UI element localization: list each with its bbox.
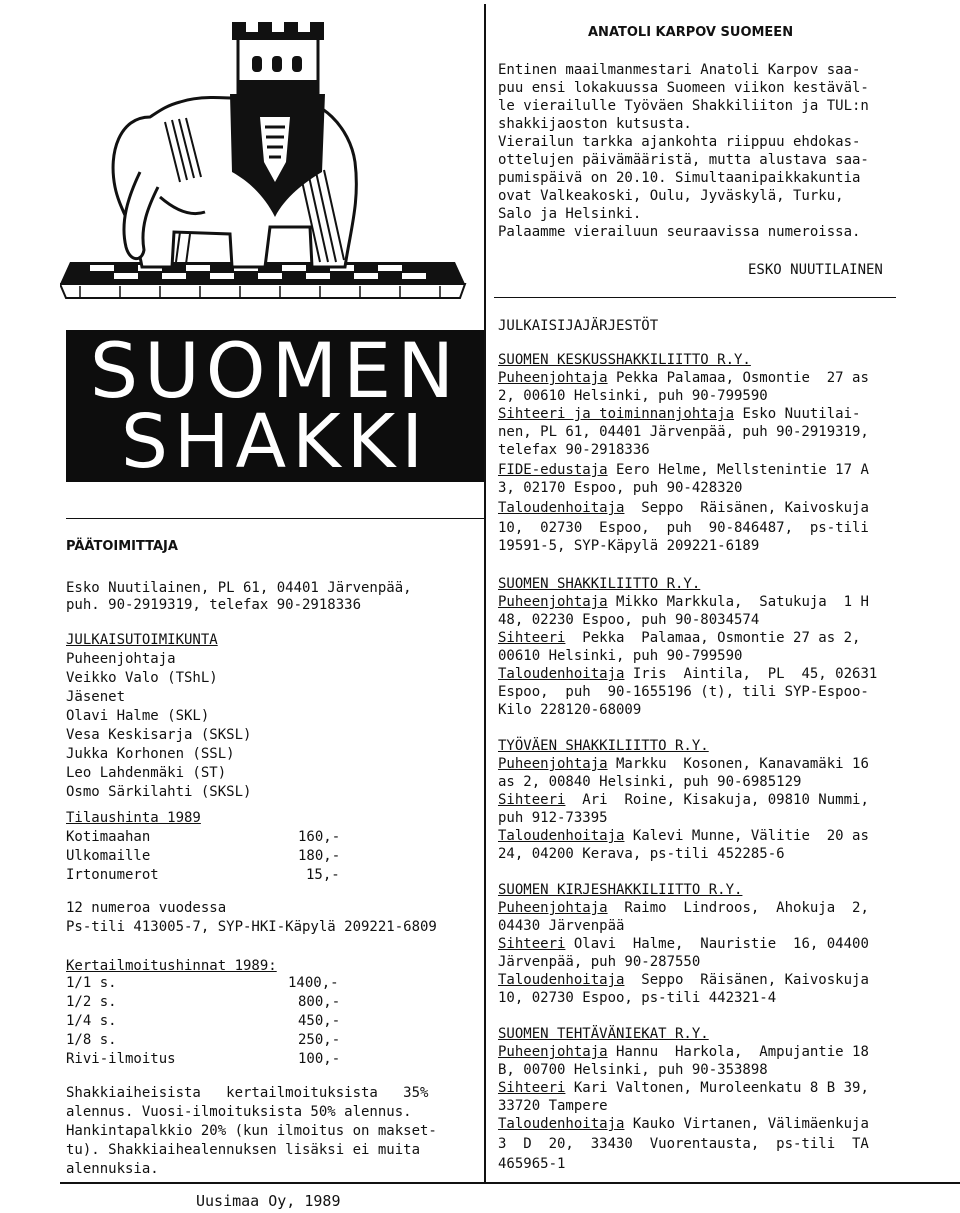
org-line	[498, 406, 860, 423]
org-role: Sihteeri ja toiminnanjohtaja	[498, 406, 735, 422]
org-line: nen, PL 61, 04401 Järvenpää, puh 90-2919319,	[498, 424, 869, 440]
ads-note: Hankintapalkkio 20% (kun ilmoitus on makset-	[66, 1123, 437, 1139]
org-line: as 2, 00840 Helsinki, puh 90-6985129	[498, 774, 802, 790]
org-line	[498, 900, 869, 917]
subscription-heading: Tilaushinta 1989	[66, 810, 201, 826]
org-line: 00610 Helsinki, puh 90-799590	[498, 648, 743, 664]
ads-note: Shakkiaiheisista kertailmoituksista 35%	[66, 1085, 429, 1101]
editor-line2: puh. 90-2919319, telefax 90-2918336	[66, 597, 362, 613]
article-line: shakkijaoston kutsusta.	[498, 116, 692, 132]
org-role: Puheenjohtaja	[498, 756, 608, 772]
board-line: Olavi Halme (SKL)	[66, 708, 210, 724]
masthead-line2: SHAKKI	[120, 399, 430, 485]
subscription-price: 160,-	[298, 829, 341, 845]
board-line: Vesa Keskisarja (SKSL)	[66, 727, 252, 743]
board-line: Leo Lahdenmäki (ST)	[66, 765, 227, 781]
masthead	[66, 326, 484, 485]
article-line: ovat Valkeakoski, Oulu, Jyväskylä, Turku,	[498, 188, 844, 204]
article-line: le vierailulle Työväen Shakkiliiton ja TUL:n	[498, 98, 869, 114]
elephant-rook-logo	[60, 22, 470, 312]
org-name: SUOMEN KIRJESHAKKILIITTO R.Y.	[498, 882, 743, 898]
org-line	[498, 462, 869, 479]
org-name: SUOMEN KESKUSSHAKKILIITTO R.Y.	[498, 352, 751, 368]
org-line: 3, 02170 Espoo, puh 90-428320	[498, 480, 743, 496]
org-role: Sihteeri	[498, 630, 566, 646]
article-author: ESKO NUUTILAINEN	[748, 262, 883, 278]
subscription-label: Kotimaahan	[66, 829, 151, 845]
article-line: Palaamme vierailuun seuraavissa numeroissa.	[498, 224, 861, 240]
org-line	[498, 972, 869, 989]
org-role-text: Seppo Räisänen, Kaivoskuja	[624, 500, 869, 516]
org-role-text: Iris Aintila, PL 45, 02631	[624, 666, 878, 682]
org-line	[498, 594, 869, 611]
org-role: Taloudenhoitaja	[498, 1116, 625, 1132]
board-line: Puheenjohtaja	[66, 651, 176, 667]
org-role-text: Kalevi Munne, Välitie 20 as	[624, 828, 869, 844]
org-line	[498, 666, 877, 683]
org-line	[498, 1080, 869, 1097]
subscription-note: 12 numeroa vuodessa	[66, 900, 227, 916]
org-line	[498, 1044, 869, 1061]
article-line: pumispäivä on 20.10. Simultaanipaikkakuntia	[498, 170, 861, 186]
org-line: Kilo 228120-68009	[498, 702, 642, 718]
org-role-text: Pekka Palamaa, Osmontie 27 as 2,	[565, 630, 861, 646]
org-role-text: Kauko Virtanen, Välimäenkuja	[624, 1116, 869, 1132]
org-role-text: Kari Valtonen, Muroleenkatu 8 B 39,	[565, 1080, 869, 1096]
ads-label: 1/2 s.	[66, 994, 117, 1010]
org-line	[498, 500, 869, 517]
organizers-heading: JULKAISIJAJÄRJESTÖT	[498, 318, 659, 334]
ads-price: 1400,-	[288, 975, 339, 991]
subscription-price: 180,-	[298, 848, 341, 864]
org-line: 10, 02730 Espoo, ps-tili 442321-4	[498, 990, 777, 1006]
ads-label: 1/4 s.	[66, 1013, 117, 1029]
org-line: 33720 Tampere	[498, 1098, 608, 1114]
article-line: ottelujen päivämääristä, mutta alustava saa-	[498, 152, 869, 168]
ads-heading: Kertailmoitushinnat 1989:	[66, 958, 277, 974]
board-line: Jäsenet	[66, 689, 126, 705]
org-line: 2, 00610 Helsinki, puh 90-799590	[498, 388, 768, 404]
org-name: SUOMEN SHAKKILIITTO R.Y.	[498, 576, 701, 592]
ads-label: 1/1 s.	[66, 975, 117, 991]
org-role-text: Mikko Markkula, Satukuja 1 H	[607, 594, 869, 610]
editor-heading: PÄÄTOIMITTAJA	[66, 539, 178, 554]
org-role: Taloudenhoitaja	[498, 666, 625, 682]
article-title: ANATOLI KARPOV SUOMEEN	[588, 25, 794, 40]
subscription-label: Ulkomaille	[66, 848, 151, 864]
ads-note: alennuksia.	[66, 1161, 159, 1177]
org-line	[498, 792, 869, 809]
board-line: Jukka Korhonen (SSL)	[66, 746, 235, 762]
editor-line1: Esko Nuutilainen, PL 61, 04401 Järvenpää,	[66, 580, 412, 596]
ads-price: 800,-	[298, 994, 341, 1010]
org-line: 24, 04200 Kerava, ps-tili 452285-6	[498, 846, 785, 862]
org-role: Puheenjohtaja	[498, 900, 608, 916]
org-role: Sihteeri	[498, 792, 566, 808]
org-line: Järvenpää, puh 90-287550	[498, 954, 701, 970]
org-role: Sihteeri	[498, 1080, 566, 1096]
article-line: Entinen maailmanmestari Anatoli Karpov saa-	[498, 62, 861, 78]
org-role-text: Markku Kosonen, Kanavamäki 16	[607, 756, 869, 772]
org-role: Taloudenhoitaja	[498, 500, 625, 516]
org-role: Puheenjohtaja	[498, 594, 608, 610]
org-role: Sihteeri	[498, 936, 566, 952]
ads-note: alennus. Vuosi-ilmoituksista 50% alennus.	[66, 1104, 412, 1120]
org-name: SUOMEN TEHTÄVÄNIEKAT R.Y.	[498, 1026, 709, 1042]
article-line: Vierailun tarkka ajankohta riippuu ehdokas-	[498, 134, 861, 150]
org-line	[498, 936, 869, 953]
org-role: FIDE-edustaja	[498, 462, 608, 478]
subscription-price: 15,-	[306, 867, 340, 883]
org-line	[498, 1116, 869, 1133]
org-role: Taloudenhoitaja	[498, 828, 625, 844]
org-line: B, 00700 Helsinki, puh 90-353898	[498, 1062, 768, 1078]
ads-price: 100,-	[298, 1051, 341, 1067]
org-line	[498, 370, 869, 387]
org-role: Puheenjohtaja	[498, 370, 608, 386]
org-role-text: Pekka Palamaa, Osmontie 27 as	[607, 370, 869, 386]
org-line: 19591-5, SYP-Käpylä 209221-6189	[498, 538, 760, 554]
board-heading: JULKAISUTOIMIKUNTA	[66, 632, 218, 648]
org-line: 465965-1	[498, 1156, 566, 1172]
article-line: Salo ja Helsinki.	[498, 206, 642, 222]
subscription-account: Ps-tili 413005-7, SYP-HKI-Käpylä 209221-6809	[66, 919, 437, 935]
org-role-text: Raimo Lindroos, Ahokuja 2,	[607, 900, 869, 916]
subscription-label: Irtonumerot	[66, 867, 159, 883]
org-role-text: Hannu Harkola, Ampujantie 18	[607, 1044, 869, 1060]
org-line: 48, 02230 Espoo, puh 90-8034574	[498, 612, 760, 628]
org-role-text: Eero Helme, Mellstenintie 17 A	[607, 462, 869, 478]
org-line	[498, 756, 869, 773]
org-line	[498, 828, 869, 845]
org-line: telefax 90-2918336	[498, 442, 650, 458]
ads-note: tu). Shakkiaihealennuksen lisäksi ei muita	[66, 1142, 421, 1158]
article-line: puu ensi lokakuussa Suomeen viikon kestäväl-	[498, 80, 869, 96]
org-role-text: Esko Nuutilai-	[734, 406, 861, 422]
ads-label: 1/8 s.	[66, 1032, 117, 1048]
org-role-text: Olavi Halme, Nauristie 16, 04400	[565, 936, 869, 952]
board-line: Veikko Valo (TShL)	[66, 670, 218, 686]
org-line	[498, 630, 860, 647]
org-role-text: Seppo Räisänen, Kaivoskuja	[624, 972, 869, 988]
org-role: Puheenjohtaja	[498, 1044, 608, 1060]
board-line: Osmo Särkilahti (SKSL)	[66, 784, 252, 800]
org-line: Espoo, puh 90-1655196 (t), tili SYP-Espoo-	[498, 684, 869, 700]
org-name: TYÖVÄEN SHAKKILIITTO R.Y.	[498, 738, 709, 754]
org-line: puh 912-73395	[498, 810, 608, 826]
printer-credit: Uusimaa Oy, 1989	[196, 1192, 341, 1210]
org-line: 10, 02730 Espoo, puh 90-846487, ps-tili	[498, 520, 869, 536]
org-line: 3 D 20, 33430 Vuorentausta, ps-tili TA	[498, 1136, 869, 1152]
org-line: 04430 Järvenpää	[498, 918, 625, 934]
org-role: Taloudenhoitaja	[498, 972, 625, 988]
org-role-text: Ari Roine, Kisakuja, 09810 Nummi,	[565, 792, 869, 808]
masthead-line1: SUOMEN	[89, 326, 461, 415]
ads-price: 250,-	[298, 1032, 341, 1048]
ads-price: 450,-	[298, 1013, 341, 1029]
ads-label: Rivi-ilmoitus	[66, 1051, 176, 1067]
